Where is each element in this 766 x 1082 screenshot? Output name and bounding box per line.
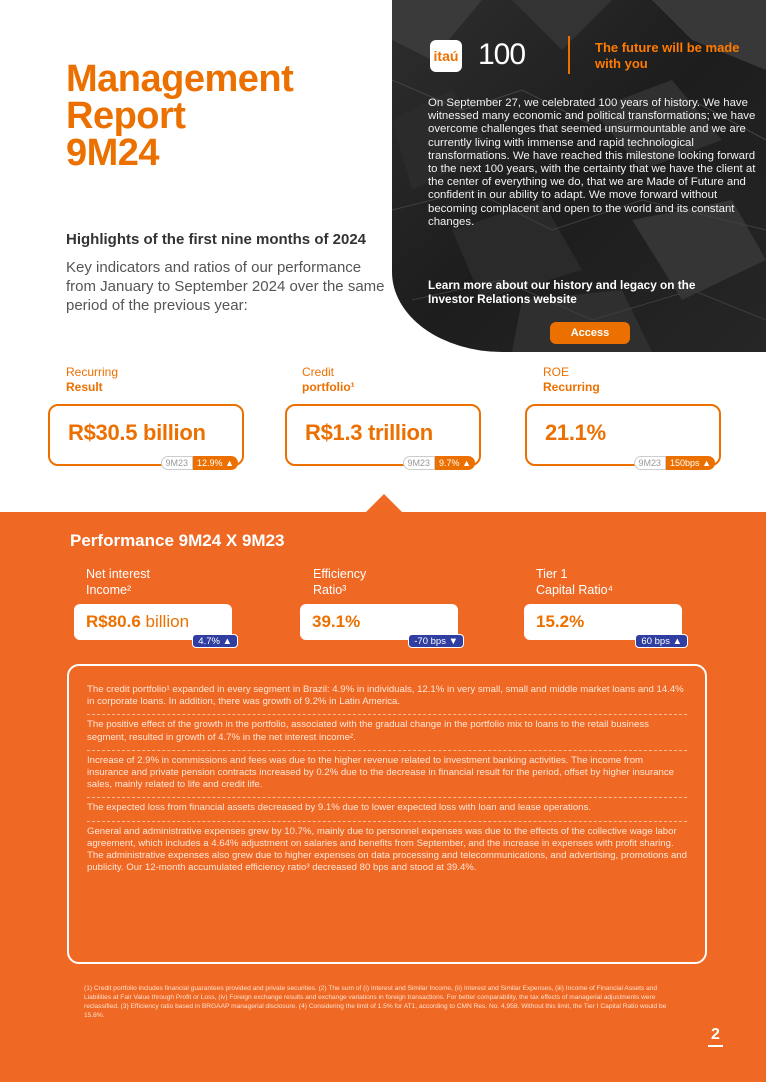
performance-notes-box [67, 664, 707, 964]
kpi-change-value: 9.7% [439, 458, 460, 468]
performance-note: Increase of 2.9% in commissions and fees was due to the higher revenue related to investment banking activities. The income from insurance and private pension contracts increased by 0.2% due to the decrease in financial result for the period, offset by higher insurance sales, mainly related to life and credit life. [87, 751, 687, 799]
kpi-change-value: 150bps [670, 458, 700, 468]
up-arrow-icon: ▲ [462, 458, 471, 468]
metric-label-line: Income² [86, 583, 132, 597]
metric-value-number: 15.2% [536, 612, 585, 631]
highlights-text: Key indicators and ratios of our performance from January to September 2024 over the same period of the previous year: [66, 259, 385, 314]
learn-more-text: Learn more about our history and legacy on the Investor Relations website [428, 278, 696, 306]
kpi-label-top: Recurring [66, 365, 119, 379]
itau-logo: itaú [430, 40, 462, 72]
kpi-label-bold: Result [66, 380, 103, 394]
metric-label-net-interest-income [86, 566, 150, 598]
kpi-prev-period: 9M23 [403, 456, 436, 470]
metric-value-suffix: billion [140, 612, 190, 631]
kpi-label-recurring-result [66, 365, 118, 395]
kpi-value: R$30.5 billion [68, 420, 206, 445]
kpi-comparison-badge [161, 456, 238, 470]
metric-change-badge: 4.7% ▲ [192, 634, 238, 648]
kpi-label-roe [543, 365, 600, 395]
anniversary-panel [392, 0, 766, 352]
metric-label-line: Ratio³ [313, 583, 347, 597]
metric-label-tier1-capital-ratio [536, 566, 613, 598]
title-line-2: Report [66, 95, 186, 137]
centennial-logo-number: 100 [478, 38, 526, 71]
kpi-label-bold: Recurring [543, 380, 600, 394]
up-arrow-icon: ▲ [702, 458, 711, 468]
metric-value [312, 612, 360, 632]
metric-card-tier1-capital-ratio [524, 604, 682, 647]
kpi-comparison-badge [634, 456, 715, 470]
title-line-3: 9M24 [66, 132, 160, 174]
anniversary-story: On September 27, we celebrated 100 years of history. We have witnessed many economic and political transformations; we have overcome challenges that seemed unsurmountable and we are currently living with immense and rapid technological transformations. We have reached this milestone looking forward to the next 100 years, with the certainty that we have the client at the center of everything we do, that we are Made of Future and confident in our ability to adapt. We move forward without becoming complacent and open to the world and its constant changes. [428, 97, 756, 228]
footnotes: (1) Credit portfolio includes financial guarantees provided and private securities. (2) The sum of (i) Interest and Similar Income, (ii) Interest and Similar Expenses, (iii) Income of Financial Assets and Liabilities at Fair Value through Profit or Loss, (iv) Foreign exchange results and exchange variations in foreign transactions. For better comparability, the tax effects of managerial adjustments were reclassified. (3) Efficiency ratio based in BRGAAP managerial disclosure. (4) Considering the limit of 1.5% for AT1, according to CMN Res. No. 4,958. Without this limit, the Tier I Capital Ratio would be 15.8%. [84, 985, 667, 1019]
section-notch [366, 494, 402, 512]
metric-card-net-interest-income [74, 604, 232, 647]
tagline: The future will be made with you [595, 40, 740, 71]
metric-label-line: Efficiency [313, 567, 367, 581]
kpi-change [435, 456, 475, 470]
kpi-value: 21.1% [545, 420, 606, 445]
title-line-1: Management [66, 58, 294, 100]
kpi-comparison-badge [403, 456, 475, 470]
report-title [66, 58, 294, 174]
metric-label-line: Tier 1 [536, 567, 568, 581]
metric-label-efficiency-ratio [313, 566, 366, 598]
metric-change-badge: 60 bps ▲ [635, 634, 688, 648]
metric-label-line: Net interest [86, 567, 150, 581]
metric-change-badge: -70 bps ▼ [408, 634, 464, 648]
kpi-label-credit-portfolio [302, 365, 355, 395]
metric-value-number: R$80.6 [86, 612, 141, 631]
logo-divider [568, 36, 570, 74]
kpi-change [666, 456, 715, 470]
metric-card-efficiency-ratio [300, 604, 458, 647]
performance-note: The credit portfolio¹ expanded in every segment in Brazil: 4.9% in individuals, 12.1% in very small, small and middle market loans and 14.4% in corporate loans. In addition, there was growth of 9.2% in Latin America. [87, 680, 687, 715]
metric-label-line: Capital Ratio⁴ [536, 583, 613, 597]
up-arrow-icon: ▲ [225, 458, 234, 468]
kpi-change [193, 456, 238, 470]
performance-title: Performance 9M24 X 9M23 [70, 531, 285, 550]
metric-value-number: 39.1% [312, 612, 361, 631]
kpi-label-bold: portfolio¹ [302, 380, 355, 394]
kpi-value: R$1.3 trillion [305, 420, 433, 445]
performance-note: The positive effect of the growth in the portfolio, associated with the gradual change in the portfolio mix to loans to the retail business segment, resulted in growth of 4.7% in the net interest income². [87, 715, 687, 750]
performance-note: The expected loss from financial assets decreased by 9.1% due to lower expected loss with loan and lease operations. [87, 798, 687, 821]
kpi-card-roe [525, 404, 721, 466]
page-number: 2 [708, 1026, 723, 1047]
kpi-card-recurring-result [48, 404, 244, 466]
kpi-prev-period: 9M23 [161, 456, 194, 470]
metric-value [86, 612, 189, 632]
kpi-change-value: 12.9% [197, 458, 223, 468]
kpi-prev-period: 9M23 [634, 456, 667, 470]
performance-note: General and administrative expenses grew by 10.7%, mainly due to personnel expenses was due to the effects of the collective wage labor agreement, which includes a 4.64% adjustment on salaries and benefits from September, and the increase in expenses with profit sharing. The administrative expenses also grew due to higher expenses on data processing and telecommunications, and advertising, promotions and publicity. Our 12-month accumulated efficiency ratio³ decreased 80 bps and stood at 39.4%. [87, 825, 687, 874]
kpi-card-credit-portfolio [285, 404, 481, 466]
kpi-label-top: Credit [302, 365, 335, 379]
metric-value [536, 612, 584, 632]
kpi-label-top: ROE [543, 365, 570, 379]
access-button[interactable]: Access [550, 322, 630, 344]
highlights-title: Highlights of the first nine months of 2024 [66, 231, 367, 248]
